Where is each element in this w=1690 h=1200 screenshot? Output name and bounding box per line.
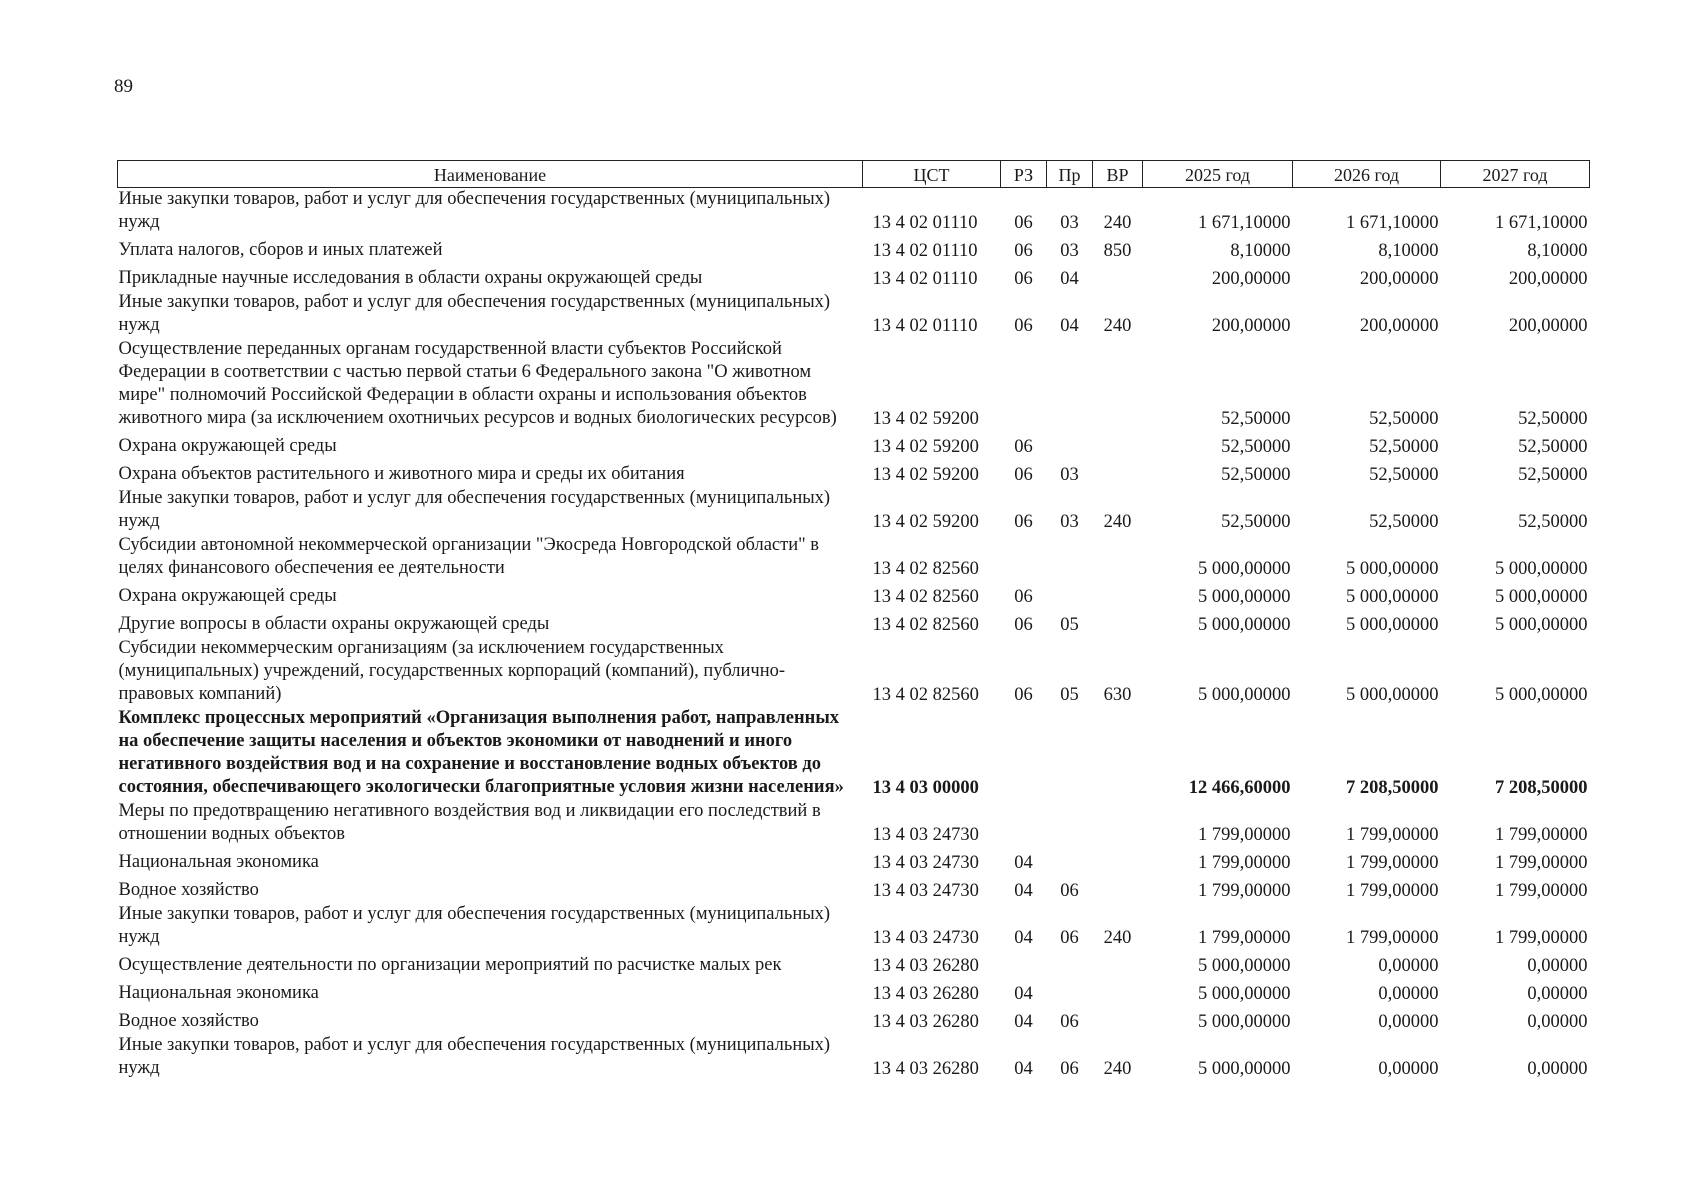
row-vr [1093, 338, 1143, 431]
row-amount-2027: 1 671,10000 [1495, 213, 1588, 233]
row-rz: 06 [1014, 316, 1033, 336]
row-rz: 04 [1014, 1059, 1033, 1079]
row-amount-2026: 1 671,10000 [1346, 213, 1439, 233]
row-cst: 13 4 02 59200 [872, 409, 979, 429]
row-name: Другие вопросы в области охраны окружающей среды [118, 614, 550, 634]
row-name: Иные закупки товаров, работ и услуг для обеспечения государственных (муниципальных) нужд [118, 904, 831, 947]
row-vr [1093, 875, 1143, 903]
row-amount-2027: 0,00000 [1527, 984, 1588, 1004]
row-name: Субсидии автономной некоммерческой организации "Экосреда Новгородской области" в целях финансового обеспечения ее деятельности [118, 535, 820, 578]
row-amount-2026: 52,50000 [1369, 512, 1439, 532]
row-name: Водное хозяйство [118, 1011, 259, 1031]
row-vr [1093, 847, 1143, 875]
table-row [118, 188, 1590, 236]
row-amount-2025: 5 000,00000 [1198, 984, 1291, 1004]
table-row [118, 291, 1590, 338]
row-amount-2026: 52,50000 [1369, 437, 1439, 457]
row-amount-2025: 8,10000 [1230, 241, 1291, 261]
row-amount-2027: 1 799,00000 [1495, 853, 1588, 873]
row-rz: 04 [1014, 881, 1033, 901]
row-amount-2025: 200,00000 [1211, 316, 1291, 336]
row-amount-2025: 12 466,60000 [1188, 778, 1291, 798]
row-name: Иные закупки товаров, работ и услуг для обеспечения государственных (муниципальных) нужд [118, 488, 831, 531]
header-rz: РЗ [1001, 161, 1047, 188]
row-name: Прикладные научные исследования в области охраны окружающей среды [118, 268, 703, 288]
row-name: Охрана окружающей среды [118, 436, 337, 456]
row-amount-2026: 52,50000 [1369, 465, 1439, 485]
row-cst: 13 4 03 00000 [872, 778, 979, 798]
row-pr: 06 [1060, 928, 1079, 948]
table-row [118, 1006, 1590, 1034]
table-row [118, 487, 1590, 534]
table-row [118, 800, 1590, 847]
row-rz: 06 [1014, 437, 1033, 457]
row-amount-2025: 52,50000 [1221, 512, 1291, 532]
row-amount-2027: 52,50000 [1518, 465, 1588, 485]
row-amount-2027: 1 799,00000 [1495, 928, 1588, 948]
table-row [118, 431, 1590, 459]
row-cst: 13 4 03 24730 [872, 853, 979, 873]
row-vr [1093, 609, 1143, 637]
table-row [118, 847, 1590, 875]
row-amount-2027: 1 799,00000 [1495, 881, 1588, 901]
row-name: Субсидии некоммерческим организациям (за исключением государственных (муниципальных) учреждений, государственных корпораций (компаний), публично-правовых компаний) [118, 638, 786, 704]
row-amount-2025: 52,50000 [1221, 437, 1291, 457]
row-vr [1093, 581, 1143, 609]
row-vr [1093, 534, 1143, 581]
row-pr: 04 [1060, 316, 1079, 336]
row-cst: 13 4 02 82560 [872, 559, 979, 579]
row-pr [1047, 581, 1093, 609]
row-rz: 06 [1014, 269, 1033, 289]
row-cst: 13 4 03 26280 [872, 1059, 979, 1079]
table-row [118, 263, 1590, 291]
table-row [118, 978, 1590, 1006]
row-name: Охрана объектов растительного и животного мира и среды их обитания [118, 464, 685, 484]
row-pr [1047, 431, 1093, 459]
row-cst: 13 4 02 01110 [872, 213, 978, 233]
row-rz: 04 [1014, 984, 1033, 1004]
row-amount-2027: 0,00000 [1527, 956, 1588, 976]
row-name: Иные закупки товаров, работ и услуг для обеспечения государственных (муниципальных) нужд [118, 1035, 831, 1078]
row-pr: 03 [1060, 241, 1079, 261]
row-pr: 06 [1060, 881, 1079, 901]
row-pr [1047, 950, 1093, 978]
row-amount-2026: 1 799,00000 [1346, 825, 1439, 845]
row-rz: 04 [1014, 928, 1033, 948]
row-cst: 13 4 02 01110 [872, 241, 978, 261]
header-2027: 2027 год [1441, 161, 1590, 188]
row-amount-2025: 1 671,10000 [1198, 213, 1291, 233]
row-cst: 13 4 02 59200 [872, 512, 979, 532]
row-amount-2027: 52,50000 [1518, 409, 1588, 429]
row-rz: 06 [1014, 587, 1033, 607]
row-amount-2025: 5 000,00000 [1198, 685, 1291, 705]
row-amount-2025: 5 000,00000 [1198, 587, 1291, 607]
row-amount-2026: 1 799,00000 [1346, 853, 1439, 873]
row-vr [1093, 707, 1143, 800]
row-cst: 13 4 03 24730 [872, 881, 979, 901]
row-cst: 13 4 02 01110 [872, 269, 978, 289]
row-amount-2027: 5 000,00000 [1495, 559, 1588, 579]
table-row [118, 534, 1590, 581]
table-row [118, 459, 1590, 487]
row-amount-2026: 7 208,50000 [1346, 778, 1439, 798]
row-name: Водное хозяйство [118, 880, 259, 900]
row-cst: 13 4 02 82560 [872, 685, 979, 705]
budget-table [117, 160, 1590, 1081]
table-row [118, 609, 1590, 637]
row-name: Национальная экономика [118, 852, 319, 872]
row-cst: 13 4 02 59200 [872, 437, 979, 457]
table-row [118, 637, 1590, 707]
row-amount-2025: 5 000,00000 [1198, 956, 1291, 976]
row-amount-2026: 5 000,00000 [1346, 559, 1439, 579]
row-pr [1047, 534, 1093, 581]
header-name: Наименование [118, 161, 863, 188]
row-amount-2027: 52,50000 [1518, 512, 1588, 532]
row-pr [1047, 847, 1093, 875]
row-amount-2025: 52,50000 [1221, 409, 1291, 429]
row-rz: 06 [1014, 685, 1033, 705]
table-row [118, 338, 1590, 431]
table-body [118, 188, 1590, 1082]
row-amount-2026: 200,00000 [1359, 316, 1439, 336]
row-rz: 04 [1014, 1012, 1033, 1032]
row-rz: 04 [1014, 853, 1033, 873]
row-amount-2026: 5 000,00000 [1346, 615, 1439, 635]
row-amount-2026: 0,00000 [1378, 956, 1439, 976]
row-vr [1093, 800, 1143, 847]
row-vr [1093, 1006, 1143, 1034]
row-amount-2027: 200,00000 [1508, 269, 1588, 289]
row-vr: 240 [1103, 213, 1132, 233]
header-2025: 2025 год [1143, 161, 1293, 188]
row-pr: 03 [1060, 213, 1079, 233]
row-rz: 06 [1014, 241, 1033, 261]
row-name: Комплекс процессных мероприятий «Организация выполнения работ, направленных на обеспечение защиты населения и объектов экономики от наводнений и иного негативного воздействия вод и на сохранение и восстановление водных объектов до состояния, обеспечивающего экологически благоприятные условия жизни населения» [118, 708, 844, 797]
row-cst: 13 4 03 24730 [872, 825, 979, 845]
table-row [118, 950, 1590, 978]
row-name: Иные закупки товаров, работ и услуг для обеспечения государственных (муниципальных) нужд [118, 189, 831, 232]
table-row [118, 707, 1590, 800]
row-name: Национальная экономика [118, 983, 319, 1003]
row-vr [1093, 459, 1143, 487]
row-name: Иные закупки товаров, работ и услуг для обеспечения государственных (муниципальных) нужд [118, 292, 831, 335]
row-name: Охрана окружающей среды [118, 586, 337, 606]
row-cst: 13 4 02 01110 [872, 316, 978, 336]
row-rz [1001, 800, 1047, 847]
row-amount-2026: 0,00000 [1378, 984, 1439, 1004]
row-vr: 240 [1103, 316, 1132, 336]
row-vr: 630 [1103, 685, 1132, 705]
row-amount-2027: 52,50000 [1518, 437, 1588, 457]
header-vr: ВР [1093, 161, 1143, 188]
row-amount-2026: 0,00000 [1378, 1059, 1439, 1079]
row-amount-2026: 8,10000 [1378, 241, 1439, 261]
row-amount-2025: 5 000,00000 [1198, 559, 1291, 579]
row-amount-2026: 52,50000 [1369, 409, 1439, 429]
row-cst: 13 4 03 26280 [872, 1012, 979, 1032]
table-row [118, 903, 1590, 950]
row-cst: 13 4 02 82560 [872, 615, 979, 635]
row-cst: 13 4 03 26280 [872, 984, 979, 1004]
table-row [118, 875, 1590, 903]
row-amount-2027: 0,00000 [1527, 1012, 1588, 1032]
row-amount-2026: 5 000,00000 [1346, 685, 1439, 705]
table-row [118, 235, 1590, 263]
row-pr [1047, 707, 1093, 800]
page-number: 89 [114, 76, 133, 97]
table-header [118, 161, 1590, 188]
table-row [118, 1034, 1590, 1081]
row-pr: 05 [1060, 615, 1079, 635]
row-amount-2025: 5 000,00000 [1198, 1012, 1291, 1032]
row-rz: 06 [1014, 512, 1033, 532]
row-vr [1093, 263, 1143, 291]
row-amount-2025: 1 799,00000 [1198, 853, 1291, 873]
row-amount-2027: 5 000,00000 [1495, 615, 1588, 635]
row-amount-2025: 1 799,00000 [1198, 928, 1291, 948]
row-amount-2026: 0,00000 [1378, 1012, 1439, 1032]
row-cst: 13 4 02 59200 [872, 465, 979, 485]
row-amount-2027: 1 799,00000 [1495, 825, 1588, 845]
row-cst: 13 4 02 82560 [872, 587, 979, 607]
row-name: Меры по предотвращению негативного воздействия вод и ликвидации его последствий в отношении водных объектов [118, 801, 821, 844]
row-pr: 03 [1060, 512, 1079, 532]
row-pr [1047, 978, 1093, 1006]
row-amount-2025: 5 000,00000 [1198, 615, 1291, 635]
row-pr: 06 [1060, 1012, 1079, 1032]
header-2026: 2026 год [1293, 161, 1441, 188]
row-pr [1047, 800, 1093, 847]
row-vr: 850 [1103, 241, 1132, 261]
row-amount-2027: 8,10000 [1527, 241, 1588, 261]
header-cst: ЦСТ [863, 161, 1001, 188]
table-row [118, 581, 1590, 609]
row-vr [1093, 978, 1143, 1006]
row-amount-2026: 1 799,00000 [1346, 928, 1439, 948]
row-vr: 240 [1103, 512, 1132, 532]
row-rz [1001, 950, 1047, 978]
row-vr [1093, 950, 1143, 978]
row-amount-2027: 5 000,00000 [1495, 685, 1588, 705]
row-amount-2026: 1 799,00000 [1346, 881, 1439, 901]
row-amount-2027: 5 000,00000 [1495, 587, 1588, 607]
row-amount-2025: 1 799,00000 [1198, 825, 1291, 845]
row-rz [1001, 707, 1047, 800]
row-pr: 06 [1060, 1059, 1079, 1079]
row-vr: 240 [1103, 1059, 1132, 1079]
row-rz: 06 [1014, 465, 1033, 485]
row-name: Осуществление деятельности по организации мероприятий по расчистке малых рек [118, 955, 782, 975]
header-pr: Пр [1047, 161, 1093, 188]
row-pr: 03 [1060, 465, 1079, 485]
row-vr [1093, 431, 1143, 459]
row-amount-2026: 200,00000 [1359, 269, 1439, 289]
row-rz: 06 [1014, 615, 1033, 635]
row-amount-2025: 1 799,00000 [1198, 881, 1291, 901]
row-rz [1001, 534, 1047, 581]
row-rz: 06 [1014, 213, 1033, 233]
row-cst: 13 4 03 26280 [872, 956, 979, 976]
row-amount-2027: 0,00000 [1527, 1059, 1588, 1079]
row-amount-2027: 7 208,50000 [1495, 778, 1588, 798]
row-pr: 04 [1060, 269, 1079, 289]
row-pr [1047, 338, 1093, 431]
row-name: Уплата налогов, сборов и иных платежей [118, 240, 443, 260]
row-rz [1001, 338, 1047, 431]
row-amount-2026: 5 000,00000 [1346, 587, 1439, 607]
row-amount-2025: 200,00000 [1211, 269, 1291, 289]
row-vr: 240 [1103, 928, 1132, 948]
row-amount-2025: 52,50000 [1221, 465, 1291, 485]
row-name: Осуществление переданных органам государственной власти субъектов Российской Федерации в соответствии с частью первой статьи 6 Федерального закона "О животном мире" полномочий Российской Федерации в области охраны и использования объектов животного мира (за исключением охотничьих ресурсов и водных биологических ресурсов) [118, 339, 837, 428]
row-amount-2027: 200,00000 [1508, 316, 1588, 336]
row-amount-2025: 5 000,00000 [1198, 1059, 1291, 1079]
row-pr: 05 [1060, 685, 1079, 705]
row-cst: 13 4 03 24730 [872, 928, 979, 948]
